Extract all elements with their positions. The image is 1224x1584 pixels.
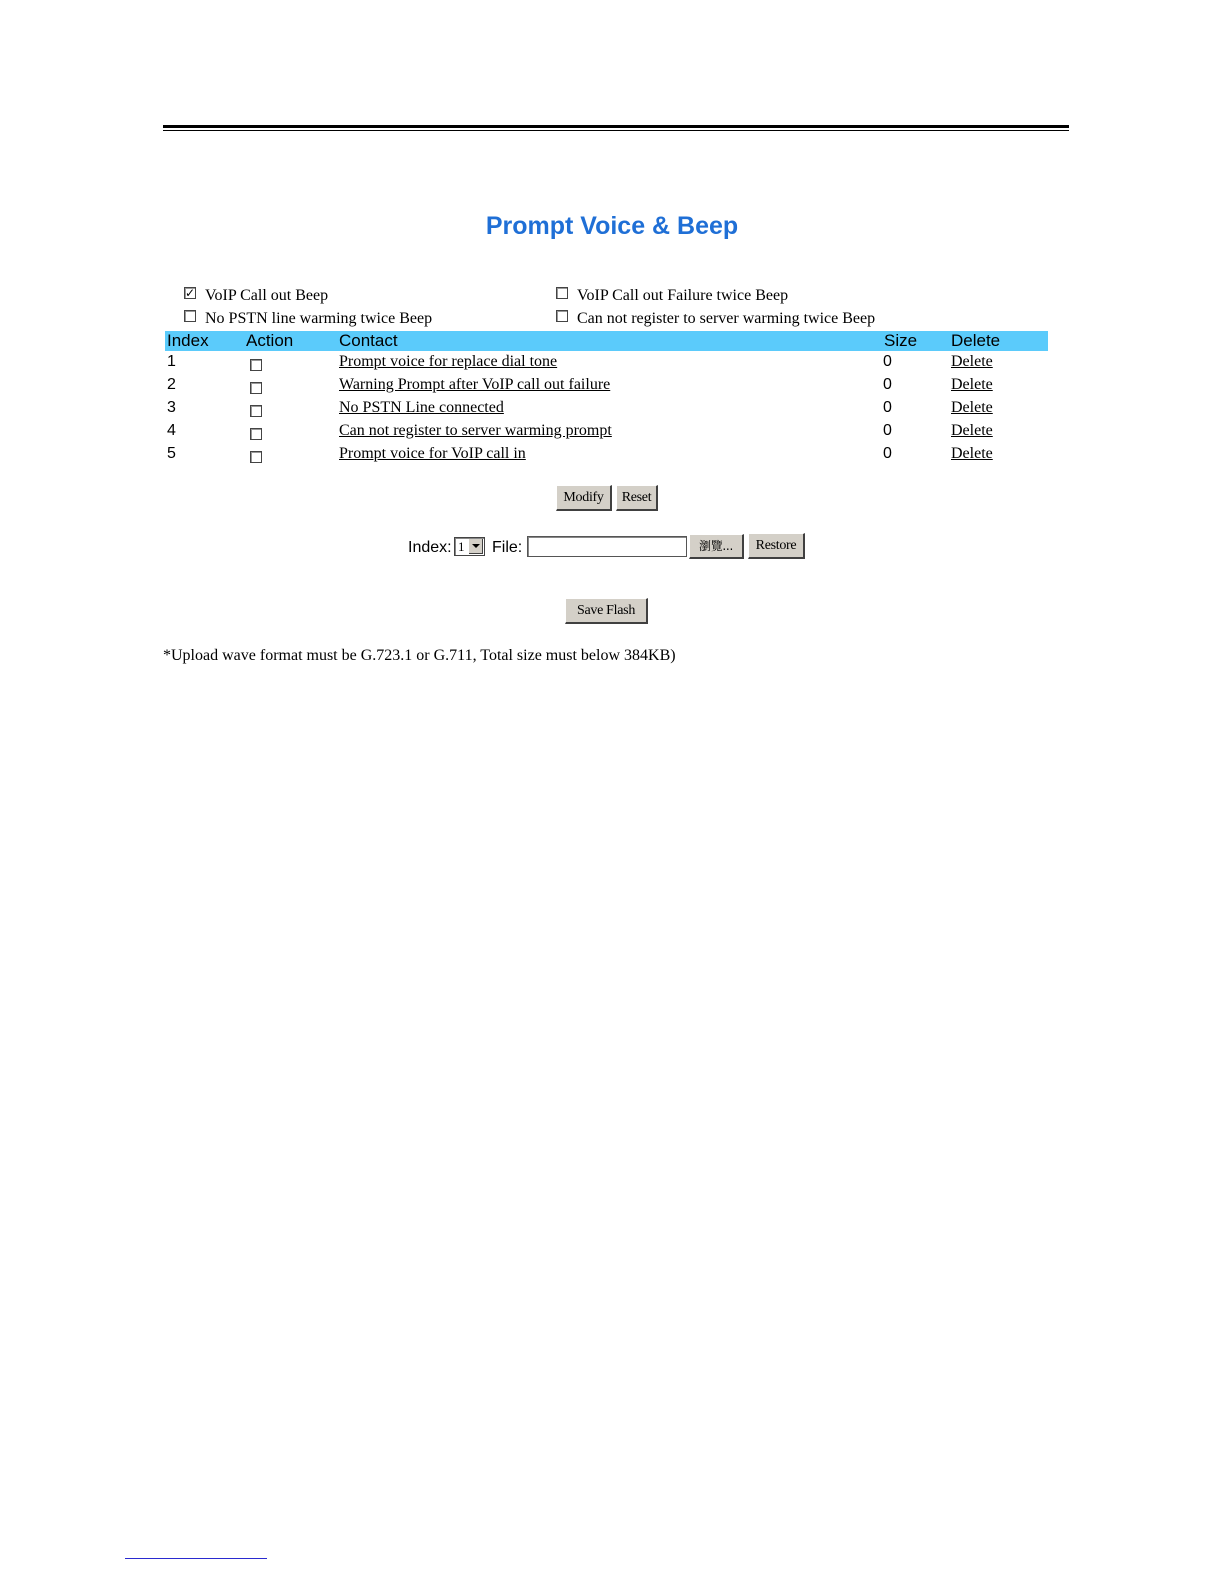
row-contact-link[interactable]: Warning Prompt after VoIP call out failure	[339, 376, 611, 393]
table-row	[165, 398, 1048, 420]
option-checkbox[interactable]	[556, 310, 568, 322]
top-rule-thin	[163, 130, 1069, 131]
header-contact: Contact	[339, 331, 398, 350]
upload-format-note: *Upload wave format must be G.723.1 or G.711, Total size must below 384KB)	[163, 647, 676, 664]
row-action[interactable]	[250, 450, 262, 470]
footnote-separator	[125, 1558, 267, 1559]
header-index: Index	[167, 331, 209, 350]
top-rule-thick	[163, 125, 1069, 128]
option-voip-call-out-beep[interactable]	[184, 286, 328, 306]
row-delete-link[interactable]: Delete	[951, 353, 993, 370]
restore-button[interactable]: Restore	[748, 533, 805, 559]
index-label: Index:	[408, 539, 452, 556]
row-index: 5	[167, 445, 176, 462]
row-size: 0	[883, 445, 892, 462]
option-label: Can not register to server warming twice Beep	[577, 310, 876, 327]
row-size: 0	[883, 422, 892, 439]
modify-button[interactable]: Modify	[556, 485, 612, 511]
browse-button[interactable]: 瀏覽...	[689, 534, 744, 559]
row-index: 2	[167, 376, 176, 393]
save-flash-button[interactable]: Save Flash	[565, 598, 648, 624]
header-size: Size	[884, 331, 918, 350]
action-checkbox[interactable]	[250, 428, 262, 440]
file-path-input[interactable]	[527, 536, 687, 557]
header-action: Action	[246, 331, 294, 350]
option-checkbox[interactable]	[556, 287, 568, 299]
index-select-value: 1	[458, 539, 465, 554]
action-checkbox[interactable]	[250, 451, 262, 463]
row-contact-link[interactable]: Can not register to server warming prompt	[339, 422, 612, 439]
row-size: 0	[883, 399, 892, 416]
row-delete-link[interactable]: Delete	[951, 422, 993, 439]
row-contact-link[interactable]: No PSTN Line connected	[339, 399, 504, 416]
row-index: 3	[167, 399, 176, 416]
action-checkbox[interactable]	[250, 382, 262, 394]
row-delete-link[interactable]: Delete	[951, 445, 993, 462]
row-index: 1	[167, 353, 176, 370]
option-label: VoIP Call out Beep	[205, 287, 329, 304]
row-size: 0	[883, 353, 892, 370]
index-select[interactable]	[454, 537, 485, 556]
header-delete: Delete	[951, 331, 1001, 350]
table-row	[165, 352, 1048, 374]
option-cannot-register-beep[interactable]	[556, 309, 875, 329]
row-contact-link[interactable]: Prompt voice for VoIP call in	[339, 445, 526, 462]
table-row	[165, 444, 1048, 466]
file-label: File:	[492, 539, 523, 556]
table-header	[165, 331, 1048, 351]
option-voip-call-out-failure-beep[interactable]	[556, 286, 788, 306]
row-size: 0	[883, 376, 892, 393]
action-checkbox[interactable]	[250, 359, 262, 371]
row-delete-link[interactable]: Delete	[951, 399, 993, 416]
option-label: VoIP Call out Failure twice Beep	[577, 287, 789, 304]
reset-button[interactable]: Reset	[616, 485, 658, 511]
row-delete-link[interactable]: Delete	[951, 376, 993, 393]
chevron-down-icon[interactable]	[469, 539, 483, 554]
option-checkbox[interactable]	[184, 287, 196, 299]
table-row	[165, 375, 1048, 397]
row-index: 4	[167, 422, 176, 439]
option-no-pstn-line-beep[interactable]	[184, 309, 432, 329]
action-checkbox[interactable]	[250, 405, 262, 417]
table-row	[165, 421, 1048, 443]
option-checkbox[interactable]	[184, 310, 196, 322]
row-contact-link[interactable]: Prompt voice for replace dial tone	[339, 353, 558, 370]
page-title: Prompt Voice & Beep	[485, 212, 739, 240]
option-label: No PSTN line warming twice Beep	[205, 310, 433, 327]
